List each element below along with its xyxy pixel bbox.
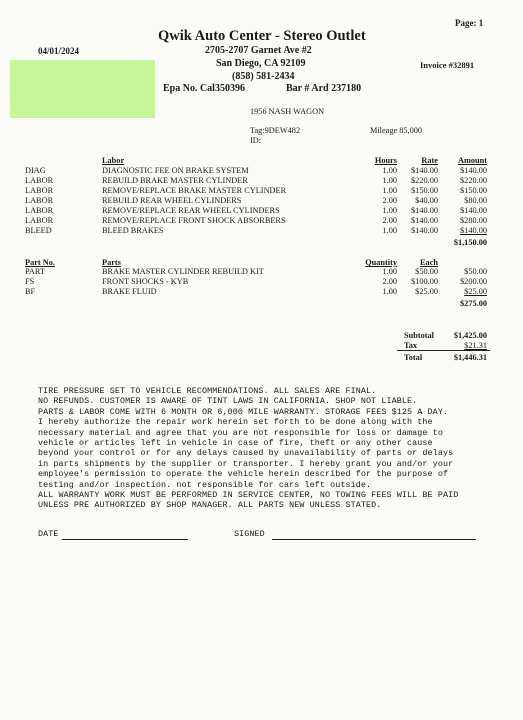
labor-hours: 2.00 [382,216,397,225]
labor-hours: 1.00 [382,166,397,175]
labor-desc: BLEED BRAKES [102,226,164,235]
labor-header-amount: Amount [457,156,487,165]
labor-rate: $140.00 [411,216,438,225]
total-value: $1,446.31 [453,353,487,362]
labor-type: LABOR [25,196,54,205]
labor-rate: $140.00 [411,226,438,235]
labor-header-rate: Rate [421,156,438,165]
labor-rate: $150.00 [411,186,438,195]
part-amount: $25.00 [464,287,487,296]
part-desc: BRAKE MASTER CYLINDER REBUILD KIT [102,267,264,276]
part-qty: 2.00 [382,277,397,286]
labor-desc: REBUILD BRAKE MASTER CYLINDER [102,176,248,185]
labor-amount: $140.00 [460,166,487,175]
page-number: Page: 1 [455,18,484,28]
labor-type: LABOR [25,206,54,215]
terms-line: ALL WARRANTY WORK MUST BE PERFORMED IN SERVICE CENTER, NO TOWING FEES WILL BE PAID [38,490,459,501]
part-number: PART [25,267,45,276]
signature-line[interactable] [272,539,476,540]
terms-line: testing and/or inspection. not responsible for cars left outside. [38,479,372,490]
labor-type: LABOR [25,186,54,195]
parts-header-desc: Parts [102,258,121,267]
part-each: $100.00 [411,277,438,286]
labor-amount: $280.00 [460,216,487,225]
vehicle-description: 1956 NASH WAGON [250,107,325,116]
date-line[interactable] [62,539,188,540]
vehicle-id: ID: [250,136,262,145]
parts-header-qty: Quantity [365,258,397,267]
labor-hours: 1.00 [382,176,397,185]
terms-line: employee's permission to operate the vehicle herein described for the purpose of [38,469,449,480]
part-each: $50.00 [415,267,438,276]
company-address-line2: San Diego, CA 92109 [216,58,306,69]
labor-desc: REBUILD REAR WHEEL CYLINDERS [102,196,242,205]
labor-hours: 1.00 [382,206,397,215]
signed-label: SIGNED [234,529,265,539]
labor-hours: 1.00 [382,186,397,195]
labor-amount: $140.00 [460,206,487,215]
terms-line: beyond your control or for any delays caused by unavailability of parts or delays [38,448,454,459]
total-label: Total [404,353,423,362]
part-qty: 1.00 [382,287,397,296]
labor-amount: $220.00 [460,176,487,185]
labor-total: $1,150.00 [453,238,487,247]
labor-type: BLEED [25,226,52,235]
terms-line: vehicle or articles left in vehicle in case of fire, theft or any other cause [38,438,433,449]
terms-line: in parts shipments by the supplier or transporter. I hereby grant you and/or your [38,458,454,469]
terms-line: UNLESS PRE AUTHORIZED BY SHOP MANAGER. ALL PARTS NEW UNLESS STATED. [38,500,382,511]
part-number: FS [25,277,35,286]
part-desc: FRONT SHOCKS - KYB [102,277,189,286]
part-qty: 1.00 [382,267,397,276]
company-phone: (858) 581-2434 [232,71,295,82]
parts-header-no: Part No. [25,258,55,267]
company-address-line1: 2705-2707 Garnet Ave #2 [205,45,312,56]
part-desc: BRAKE FLUID [102,287,157,296]
redacted-customer-block [10,60,155,118]
labor-rate: $140.00 [411,206,438,215]
terms-block [38,386,458,511]
tax-label: Tax [404,341,418,350]
labor-desc: REMOVE/REPLACE REAR WHEEL CYLINDERS [102,206,280,215]
bar-number: Bar # Ard 237180 [286,83,362,94]
parts-header-each: Each [420,258,438,267]
labor-desc: REMOVE/REPLACE FRONT SHOCK ABSORBERS [102,216,286,225]
terms-line: NO REFUNDS. CUSTOMER IS AWARE OF TINT LAWS IN CALIFORNIA. SHOP NOT LIABLE. [38,396,418,407]
epa-number: Epa No. Cal350396 [163,83,245,94]
part-number: BF [25,287,36,296]
labor-type: DIAG [25,166,46,175]
vehicle-tag: Tag:9DEW482 [250,126,301,135]
vehicle-mileage: Mileage 85,000 [370,126,423,135]
part-amount: $200.00 [460,277,487,286]
invoice-date: 04/01/2024 [38,46,80,56]
date-label: DATE [38,529,59,539]
labor-amount: $80.00 [464,196,487,205]
subtotal-label: Subtotal [404,331,434,340]
labor-type: LABOR [25,176,54,185]
labor-type: LABOR [25,216,54,225]
labor-amount: $150.00 [460,186,487,195]
part-each: $25.00 [415,287,438,296]
labor-desc: REMOVE/REPLACE BRAKE MASTER CYLINDER [102,186,287,195]
totals-divider [397,350,490,351]
labor-rate: $140.00 [411,166,438,175]
parts-total: $275.00 [460,299,487,308]
terms-line: necessary material and agree that you are not responsible for loss or damage to [38,427,443,438]
tax-value: $21.31 [464,341,487,350]
terms-line: TIRE PRESSURE SET TO VEHICLE RECOMMENDATIONS. ALL SALES ARE FINAL. [38,386,377,396]
labor-hours: 1.00 [382,226,397,235]
labor-amount: $140.00 [460,226,487,235]
terms-line: PARTS & LABOR COME WITH 6 MONTH OR 6,000 MILE WARRANTY. STORAGE FEES $125 A DAY. [38,406,449,417]
labor-rate: $220.00 [411,176,438,185]
labor-hours: 2.00 [382,196,397,205]
labor-header-hours: Hours [374,156,397,165]
terms-line: I hereby authorize the repair work herein set forth to be done along with the [38,417,433,428]
part-amount: $50.00 [464,267,487,276]
labor-rate: $40.00 [415,196,438,205]
subtotal-value: $1,425.00 [453,331,487,340]
labor-desc: DIAGNOSTIC FEE ON BRAKE SYSTEM [102,166,249,175]
invoice-number: Invoice #32891 [420,60,475,70]
company-name: Qwik Auto Center - Stereo Outlet [158,28,366,44]
labor-header-desc: Labor [102,156,125,165]
